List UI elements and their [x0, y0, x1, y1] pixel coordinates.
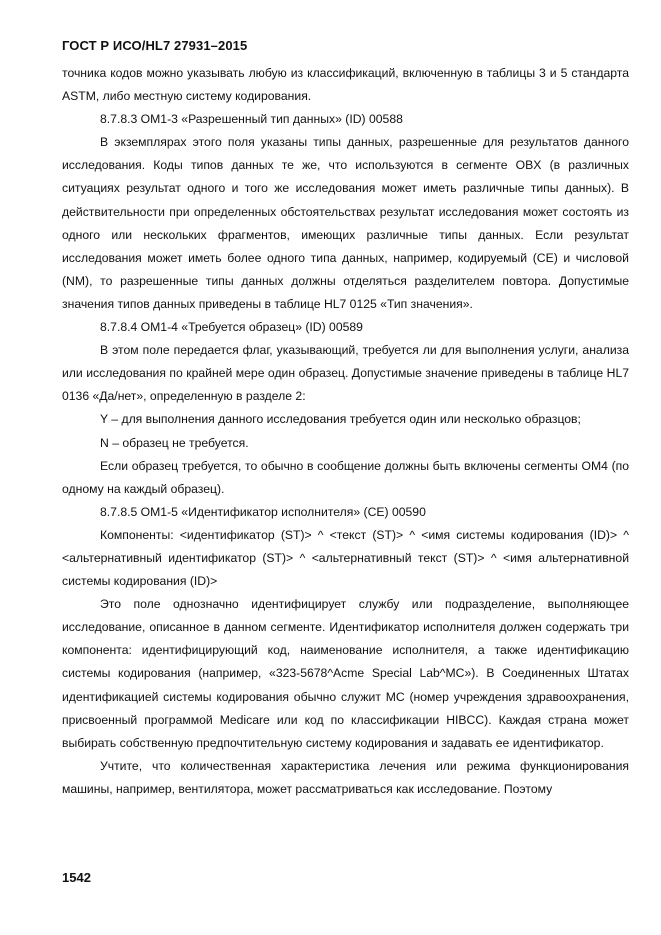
paragraph-continuation: точника кодов можно указывать любую из классификаций, включенную в таблицы 3 и 5 стандарта ASTM, либо местную систему кодирования.: [62, 66, 629, 104]
paragraph: Учтите, что количественная характеристика лечения или режима функционирования машины, например, вентилятора, может рассматриваться как исследование. Поэтому: [62, 758, 629, 796]
section-heading-om1-5: 8.7.8.5 OM1-5 «Идентификатор исполнителя» (CE) 00590: [100, 504, 426, 519]
paragraph-components: Компоненты: <идентификатор (ST)> ^ <текст (ST)> ^ <имя системы кодирования (ID)> ^ <альтернативный идентификатор (ST)> ^ <альтернативный текст (ST)> ^ <имя альтернативной системы кодирования (ID)>: [62, 527, 629, 589]
section-heading-om1-4: 8.7.8.4 OM1-4 «Требуется образец» (ID) 00589: [100, 320, 363, 335]
paragraph: Это поле однозначно идентифицирует службу или подразделение, выполняющее исследование, описанное в данном сегменте. Идентификатор исполнителя должен содержать три компонента: идентифицирующий код, наименование исполнителя, а также идентификацию системы кодирования (например, «323-5678^Acme Special Lab^MC»). В Соединенных Штатах идентификацией системы кодирования обычно служит MC (номер учреждения здравоохранения, присвоенный программой Medicare или код по классификации HIBCC). Каждая страна может выбирать собственную предпочтительную систему кодирования и задавать ее идентификатор.: [62, 597, 629, 750]
section-heading-om1-3: 8.7.8.3 OM1-3 «Разрешенный тип данных» (ID) 00588: [100, 112, 403, 127]
list-item-y: Y – для выполнения данного исследования требуется один или несколько образцов;: [100, 412, 581, 427]
paragraph: В этом поле передается флаг, указывающий, требуется ли для выполнения услуги, анализа или исследования по крайней мере один образец. Допустимые значение приведены в таблице HL7 0136 «Да/нет», определенную в разделе 2:: [62, 343, 629, 404]
paragraph: Если образец требуется, то обычно в сообщение должны быть включены сегменты OM4 (по одному на каждый образец).: [62, 458, 629, 496]
page-number: 1542: [62, 870, 91, 885]
document-header: ГОСТ Р ИСО/HL7 27931–2015: [62, 38, 248, 53]
page-body: [62, 62, 629, 801]
paragraph: В экземплярах этого поля указаны типы данных, разрешенные для результатов данного исследования. Коды типов данных те же, что используются в сегменте OBX (в различных ситуациях результат одного и того же исследования может иметь различные типы данных). В действительности при определенных обстоятельствах результат исследования может состоять из одного или нескольких фрагментов, имеющих различные типы данных. Если результат исследования может иметь более одного типа данных, например, кодируемый (CE) и числовой (NM), то разрешенные типы данных должны отделяться разделителем повтора. Допустимые значения типов данных приведены в таблице HL7 0125 «Тип значения».: [62, 135, 629, 311]
list-item-n: N – образец не требуется.: [100, 435, 249, 450]
